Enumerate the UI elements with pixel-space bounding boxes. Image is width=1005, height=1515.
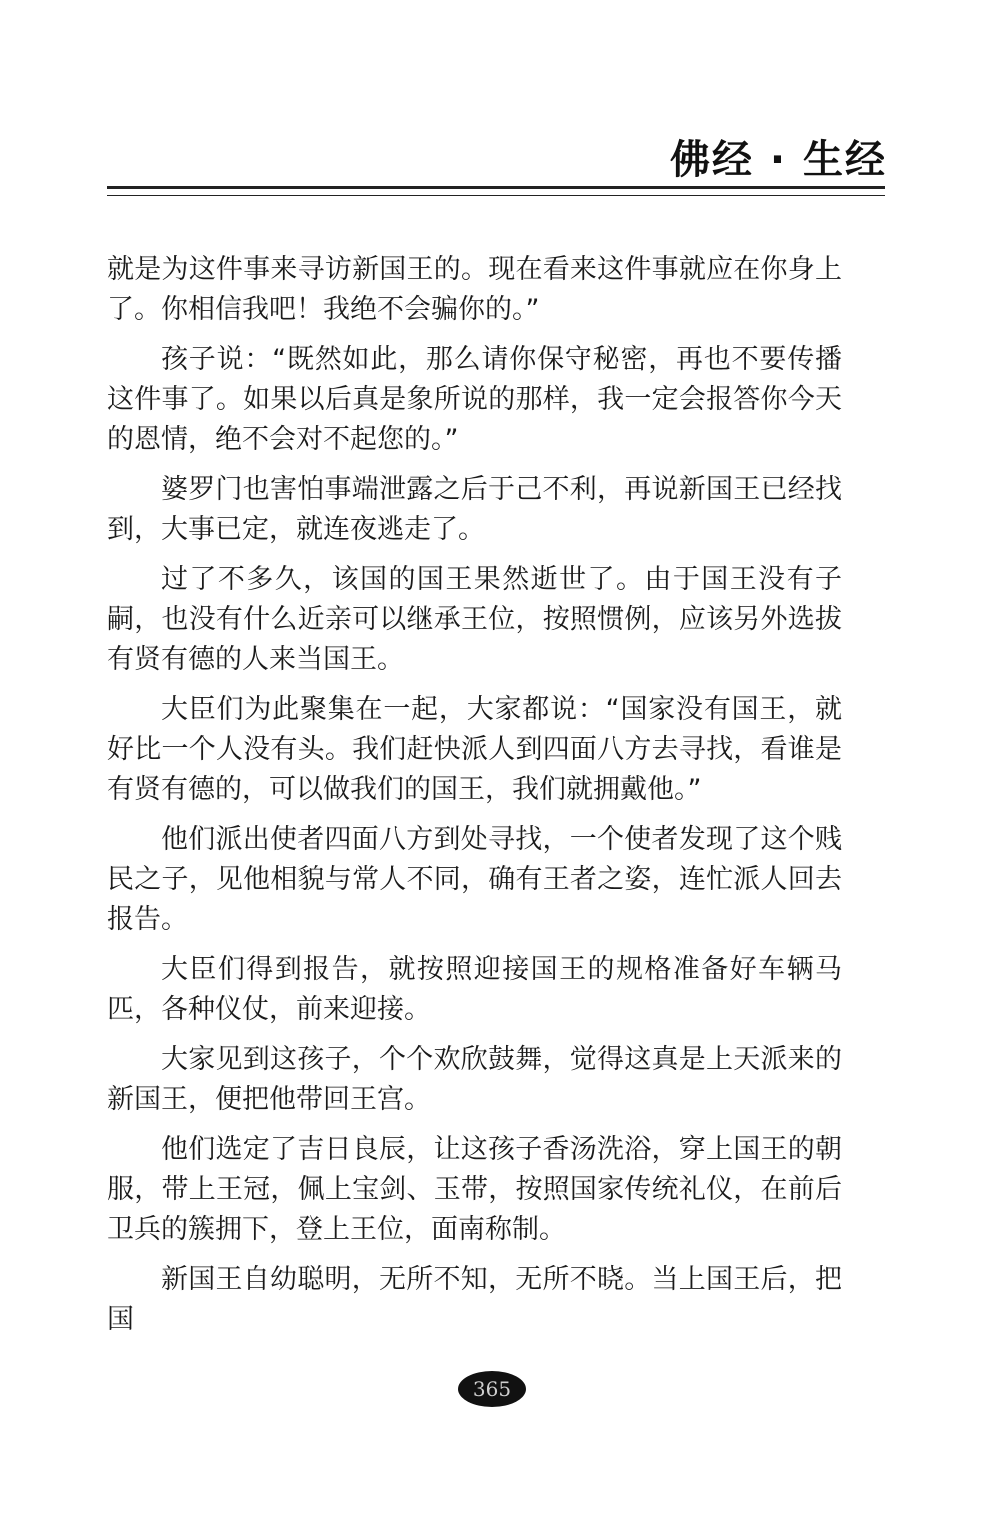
paragraph: 他们派出使者四面八方到处寻找，一个使者发现了这个贱民之子，见他相貌与常人不同，确有王者之姿，连忙派人回去报告。 (107, 824, 842, 935)
header-rule-thin (107, 195, 885, 196)
header-rule-thick (107, 186, 885, 189)
paragraph: 大家见到这孩子，个个欢欣鼓舞，觉得这真是上天派来的新国王，便把他带回王宫。 (107, 1044, 842, 1115)
running-header-title: 佛经 · 生经 (669, 137, 887, 183)
paragraph: 就是为这件事来寻访新国王的。现在看来这件事就应在你身上了。你相信我吧！我绝不会骗你的。” (107, 254, 842, 325)
paragraph: 孩子说：“既然如此，那么请你保守秘密，再也不要传播这件事了。如果以后真是象所说的那样，我一定会报答你今天的恩情，绝不会对不起您的。” (107, 344, 842, 455)
paragraph: 过了不多久，该国的国王果然逝世了。由于国王没有子嗣，也没有什么近亲可以继承王位，按照惯例，应该另外选拔有贤有德的人来当国王。 (107, 564, 842, 675)
paragraph: 大臣们得到报告，就按照迎接国王的规格准备好车辆马匹，各种仪仗，前来迎接。 (107, 954, 842, 1025)
paragraph: 他们选定了吉日良辰，让这孩子香汤洗浴，穿上国王的朝服，带上王冠，佩上宝剑、玉带，按照国家传统礼仪，在前后卫兵的簇拥下，登上王位，面南称制。 (107, 1134, 842, 1245)
body-text (107, 250, 842, 1350)
paragraph: 大臣们为此聚集在一起，大家都说：“国家没有国王，就好比一个人没有头。我们赶快派人到四面八方去寻找，看谁是有贤有德的，可以做我们的国王，我们就拥戴他。” (107, 694, 842, 805)
paragraph: 婆罗门也害怕事端泄露之后于己不利，再说新国王已经找到，大事已定，就连夜逃走了。 (107, 474, 842, 545)
paragraph: 新国王自幼聪明，无所不知，无所不晓。当上国王后，把国 (107, 1264, 842, 1335)
page-number-badge: 365 (458, 1371, 526, 1407)
